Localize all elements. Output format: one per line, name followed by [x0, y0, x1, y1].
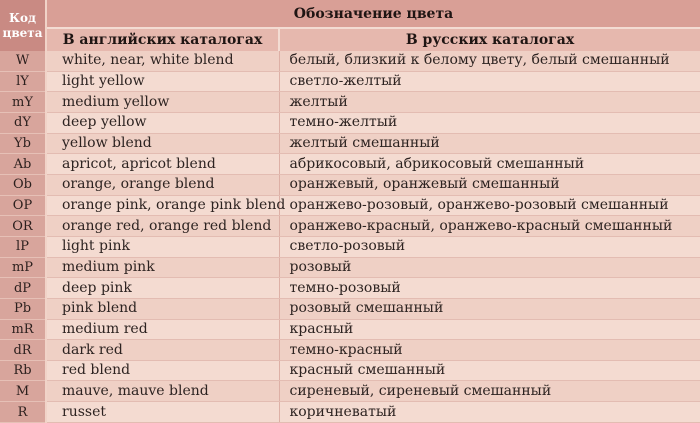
- english-name-cell: white, near, white blend: [46, 51, 279, 71]
- color-code-cell: dR: [0, 340, 46, 361]
- russian-name-cell: розовый смешанный: [279, 298, 700, 319]
- table-row: [0, 381, 700, 402]
- table-row: [0, 257, 700, 278]
- table-row: [0, 51, 700, 71]
- russian-name-cell: оранжево-розовый, оранжево-розовый смешанный: [279, 195, 700, 216]
- russian-name-cell: розовый: [279, 257, 700, 278]
- english-name-cell: orange red, orange red blend: [46, 216, 279, 237]
- color-code-cell: M: [0, 381, 46, 402]
- table-row: [0, 133, 700, 154]
- english-name-cell: orange, orange blend: [46, 174, 279, 195]
- english-name-cell: medium yellow: [46, 92, 279, 113]
- table-row: [0, 402, 700, 423]
- header-russian-catalogs: В русских каталогах: [279, 28, 700, 51]
- english-name-cell: light pink: [46, 236, 279, 257]
- russian-name-cell: коричневатый: [279, 402, 700, 423]
- table-row: [0, 360, 700, 381]
- table-body: [0, 51, 700, 423]
- russian-name-cell: красный смешанный: [279, 360, 700, 381]
- english-name-cell: deep yellow: [46, 112, 279, 133]
- english-name-cell: yellow blend: [46, 133, 279, 154]
- header-english-catalogs: В английских каталогах: [46, 28, 279, 51]
- english-name-cell: red blend: [46, 360, 279, 381]
- russian-name-cell: сиреневый, сиреневый смешанный: [279, 381, 700, 402]
- english-name-cell: mauve, mauve blend: [46, 381, 279, 402]
- table-row: [0, 174, 700, 195]
- table-row: [0, 71, 700, 92]
- english-name-cell: deep pink: [46, 278, 279, 299]
- russian-name-cell: абрикосовый, абрикосовый смешанный: [279, 154, 700, 175]
- russian-name-cell: светло-желтый: [279, 71, 700, 92]
- color-code-cell: lY: [0, 71, 46, 92]
- color-code-cell: lP: [0, 236, 46, 257]
- english-name-cell: medium red: [46, 319, 279, 340]
- russian-name-cell: оранжевый, оранжевый смешанный: [279, 174, 700, 195]
- table-row: [0, 236, 700, 257]
- color-code-cell: mY: [0, 92, 46, 113]
- header-color-designation: Обозначение цвета: [46, 0, 700, 28]
- russian-name-cell: оранжево-красный, оранжево-красный смешанный: [279, 216, 700, 237]
- english-name-cell: pink blend: [46, 298, 279, 319]
- color-code-cell: Yb: [0, 133, 46, 154]
- english-name-cell: medium pink: [46, 257, 279, 278]
- color-code-cell: R: [0, 402, 46, 423]
- color-code-cell: mR: [0, 319, 46, 340]
- table-row: [0, 92, 700, 113]
- english-name-cell: orange pink, orange pink blend: [46, 195, 279, 216]
- color-code-cell: mP: [0, 257, 46, 278]
- color-code-cell: dP: [0, 278, 46, 299]
- color-code-cell: Ob: [0, 174, 46, 195]
- color-code-cell: Ab: [0, 154, 46, 175]
- russian-name-cell: темно-красный: [279, 340, 700, 361]
- russian-name-cell: темно-желтый: [279, 112, 700, 133]
- english-name-cell: russet: [46, 402, 279, 423]
- table-row: [0, 195, 700, 216]
- table-row: [0, 298, 700, 319]
- color-code-cell: Pb: [0, 298, 46, 319]
- color-code-cell: Rb: [0, 360, 46, 381]
- english-name-cell: apricot, apricot blend: [46, 154, 279, 175]
- color-code-cell: W: [0, 51, 46, 71]
- table-row: [0, 340, 700, 361]
- color-code-cell: OR: [0, 216, 46, 237]
- header-color-code: Код цвета: [0, 0, 46, 51]
- russian-name-cell: желтый смешанный: [279, 133, 700, 154]
- russian-name-cell: красный: [279, 319, 700, 340]
- color-code-cell: dY: [0, 112, 46, 133]
- table-row: [0, 154, 700, 175]
- table-row: [0, 319, 700, 340]
- english-name-cell: light yellow: [46, 71, 279, 92]
- russian-name-cell: темно-розовый: [279, 278, 700, 299]
- russian-name-cell: белый, близкий к белому цвету, белый смешанный: [279, 51, 700, 71]
- russian-name-cell: светло-розовый: [279, 236, 700, 257]
- color-code-cell: OP: [0, 195, 46, 216]
- table-row: [0, 112, 700, 133]
- table-row: [0, 216, 700, 237]
- table-row: [0, 278, 700, 299]
- english-name-cell: dark red: [46, 340, 279, 361]
- russian-name-cell: желтый: [279, 92, 700, 113]
